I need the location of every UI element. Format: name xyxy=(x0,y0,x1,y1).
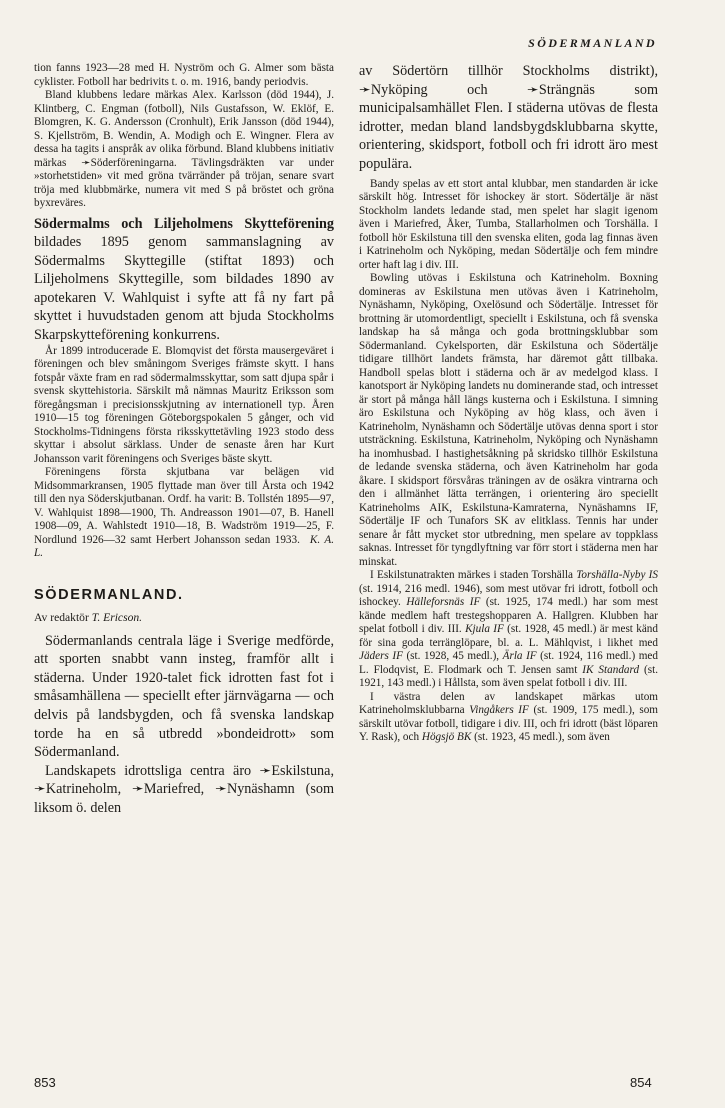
paragraph: av Södertörn tillhör Stockholms distrikt), ➛Nyköping och ➛Strängnäs som municipalsamhället Flen. I städerna utövas de flesta idrotter, medan bland landsbygdsklubbarna skytte, orientering, skidsport, fotboll och fri idrott äro mest populära. xyxy=(359,63,658,172)
paragraph: tion fanns 1923—28 med H. Nyström och G. Almer som bästa cyklister. Fotboll har bedrivits t. o. m. 1916, bandy periodvis. xyxy=(34,62,334,88)
paragraph: I Eskilstunatrakten märkes i staden Torshälla Torshälla-Nyby IS (st. 1914, 216 medl. 1946), som mest utövar fri idrott, fotboll och ishockey. Hälleforsnäs IF (st. 1925, 174 medl.) har som mest kände medlem haft trestegshopparen A. Hallgren. Klubben har spelat fotboll i div. III. Kjula IF (st. 1928, 45 medl.) är mest känd för sina goda terränglöpare, bl. a. L. Mählqvist, i likhet med Jäders IF (st. 1928, 45 medl.), Ärla IF (st. 1924, 116 medl.) med L. Flodqvist, E. Flodmark och T. Jensen samt IK Standard (st. 1921, 143 medl.) i Hållsta, som även spelat fotboll i div. III. xyxy=(359,569,658,690)
entry-title: Södermalms och Liljeholmens Skytteförening xyxy=(34,215,334,232)
byline: Av redaktör T. Ericson. xyxy=(34,610,143,624)
paragraph: Landskapets idrottsliga centra äro ➛Eskilstuna, ➛Katrineholm, ➛Mariefred, ➛Nynäshamn (som liksom ö. delen xyxy=(34,762,334,816)
left-column xyxy=(34,62,334,818)
club-name: Torshälla-Nyby IS xyxy=(576,569,658,582)
paragraph xyxy=(34,215,334,345)
author-name: T. Ericson. xyxy=(91,610,143,624)
author-signature: K. A. L. xyxy=(34,533,334,560)
paragraph: Bowling utövas i Eskilstuna och Katrineholm. Boxning domineras av Eskilstuna men utövas även i Katrineholm, Nynäshamn, Nyköping, Oxelösund och Södertälje. Intresset för brottning är utomordentligt, speciellt i Eskilstuna, och få svenska landskap ha så många och goda brottningsklubbar som Södermanland. Cykelsporten, där Eskilstuna och Södertälje tidigare tillhört landets främsta, har däremot gått tillbaka. Handboll spelas blott i städerna och är av medelgod klass. I kanotsport är Nyköping landets nu dominerande stad, och intresset är stort på många håll längs kusterna och i Eskilstuna. I simning äro Eskilstuna och Nyköping av hög klass, och även i Katrineholm, Nynäshamn och Södertälje utövas denna sport i stor utsträckning. Eskilstuna, Katrineholm, Nyköping och Nynäshamn ha inomhusbad. I hastighetsåkning på skridsko tillhör Eskilstuna de ledande svenska städerna, och även Katrineholm har goda åkare. I skidsport försvåras träningen av de osäkra vintrarna och den i allmänhet lätta terrängen, i orientering äro speciellt Katrineholms AIK, Eskilstuna-Kamraterna, Nynäshamns IF, Södertälje IF och Tunafors SK av elitklass. Tennis har under senare år fått mycket stor utbredning, men spelare av toppklass saknas. Intresset för tyngdlyftning var förr stort i städerna men har minskat. xyxy=(359,272,658,568)
paragraph: År 1899 introducerade E. Blomqvist det första mausergeväret i föreningen och blev småningom Sveriges främste skytt. I hans fotspår växte fram en rad södermalmsskyttar, som satt djupa spår i svensk skyttehistoria. Särskilt må nämnas Mauritz Eriksson som föregångsman i precisionsskjutning av internationell typ. Åren 1910—15 tog föreningen Göteborgspokalen 5 gånger, och vid Stockholms-Tidningens första riksskyttetävling 1923 stodo dess skyttar i absolut särklass. Under de senaste åren har Kurt Johansson varit föreningens och Sveriges bäste skytt. xyxy=(34,344,334,465)
section-heading: SÖDERMANLAND. xyxy=(34,586,184,603)
paragraph: Bland klubbens ledare märkas Alex. Karlsson (död 1944), J. Klintberg, C. Engman (fotboll), Nils Gustafsson, W. Eklöf, E. Blomgren, K. G. Andersson (Cronhult), Erik Jansson (död 1944), S. Kjellström, B. Wendin, A. Modigh och E. Wingner. Flera av dessa ha tagits i anspråk av olika förbund. Bland klubbens initiativ märkas ➛Söderföreningarna. Tävlingsdräkten var under »storhetstiden» vit med gröna tvärränder på tröjan, senare svart tröja med klubbmärke, numera vit med S på bröstet och gröna byxreväres. xyxy=(34,89,334,209)
running-head: SÖDERMANLAND xyxy=(528,36,657,50)
entry-text: bildades 1895 genom sammanslagning av Södermalms Skyttegille (stiftat 1893) och Liljeholmens Skyttegille, som bildades 1890 av apotekaren V. Wahlquist i syfte att få ny fart på skyttet i huvudstaden genom att bjuda Stockholms Skarpskytteförening konkurrens. xyxy=(34,234,334,344)
club-name: Hälleforsnäs IF xyxy=(406,596,481,609)
club-name: Ärla IF xyxy=(502,650,537,663)
club-name: Vingåkers IF xyxy=(469,704,529,717)
club-name: Jäders IF xyxy=(359,650,403,663)
paragraph: Bandy spelas av ett stort antal klubbar, men standarden är icke särskilt hög. Intresset för ishockey är stort. Södertälje är näst Stockholm landets ledande stad, men spelet har slagit igenom även i Mariefred, Åker, Tumba, Stallarholmen och Torshälla. I fotboll hör Eskilstuna till den svenska eliten, goda lag finnas även i Katrineholm och Nyköping, medan Södertälje och fem mindre orter haft lag i div. III. xyxy=(359,177,658,271)
paragraph: I västra delen av landskapet märkas utom Katrineholmsklubbarna Vingåkers IF (st. 1909, 175 medl.), som särskilt utövar fotboll, tidigare i div. III, och fri idrott (bäst löparen Y. Rask), och Högsjö BK (st. 1923, 45 medl.), som även xyxy=(359,690,658,744)
right-column xyxy=(359,62,658,745)
club-name: IK Standard xyxy=(582,663,640,676)
page-number-left: 853 xyxy=(34,1075,56,1090)
paragraph: Föreningens första skjutbana var belägen vid Midsommarkransen, 1905 flyttade man över till Årsta och 1942 till den nya Söderskjutbanan. Ordf. ha varit: B. Tollstén 1895—97, V. Wahlquist 1898—1900, Th. Andreasson 1901—07, B. Hanell 1908—09, A. Wahlstedt 1910—18, B. Wadström 1919—25, F. Nordlund 1926—32 samt Herbert Johansson sedan 1933. K. A. L. xyxy=(34,466,334,560)
page-number-right: 854 xyxy=(630,1075,652,1090)
club-name: Kjula IF xyxy=(465,623,504,636)
paragraph: Södermanlands centrala läge i Sverige medförde, att sporten snabbt vann insteg, framför allt i städerna. Under 1920-talet fick idrotten fast fot i småsamhällena — speciellt efter järnvägarna — och delvis på landsbygden, och få svenska landskap torde ha en så utbredd »bondeidrott» som Södermanland. xyxy=(34,632,334,761)
club-name: Högsjö BK xyxy=(421,731,472,744)
